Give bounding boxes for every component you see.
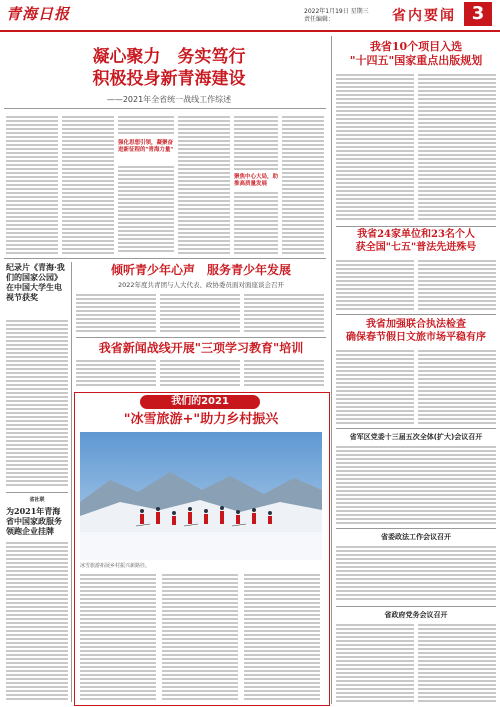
right-mid-headline-line2: 获全国"七五"普法先进殊号 <box>355 242 477 253</box>
news-body-col3 <box>244 358 324 388</box>
news-headline: 我省新闻战线开展"三项学习教育"培训 <box>98 341 304 355</box>
right-enforce-body-col2 <box>418 348 496 424</box>
main-right-rule <box>331 36 332 704</box>
right-top-headline-line2: "十四五"国家重点出版规划 <box>349 54 483 67</box>
lead-body-col3a <box>118 114 174 136</box>
youth-subhead: 2022年度共青团与人大代表、政协委员面对面座谈会召开 <box>117 281 285 289</box>
youth-divider <box>76 337 326 338</box>
winter-body-col3 <box>244 572 320 700</box>
left-headline-1: 纪录片《青海·我们的国家公园》在中国大学生电视节获奖 <box>6 262 65 302</box>
brief-1-body <box>336 444 496 524</box>
lead-body-col5b <box>234 190 278 254</box>
lead-body-col6 <box>282 114 324 254</box>
newspaper-logo: 青海日报 <box>6 5 71 23</box>
right-enforce-body-col1 <box>336 348 414 424</box>
lead-body-col2 <box>62 114 114 254</box>
brief-2-divider <box>336 606 496 607</box>
right-enforce-headline-line1: 我省加强联合执法检查 <box>366 319 466 330</box>
youth-body-col1 <box>76 292 156 332</box>
left-body-1 <box>6 318 68 488</box>
news-body-col1 <box>76 358 156 388</box>
right-top-headline-line1: 我省10个项目入选 <box>369 40 463 53</box>
snow-scene-image <box>80 432 322 560</box>
lead-body-col4 <box>178 114 230 254</box>
brief-3-body-col1 <box>336 622 414 702</box>
left-column-rule <box>71 262 72 702</box>
right-mid-body-col1 <box>336 258 414 310</box>
right-mid-body-col2 <box>418 258 496 310</box>
lead-bottom-divider <box>4 258 326 259</box>
lead-divider <box>4 108 326 109</box>
left-divider <box>6 492 68 493</box>
lead-subsection-1: 强化思想引领，凝聚奋进新征程的"青海力量" <box>118 140 174 153</box>
lead-body-col5a <box>234 114 278 172</box>
lead-headline-line1: 凝心聚力 务实笃行 <box>92 47 246 67</box>
winter-headline: "冰雪旅游+"助力乡村振兴 <box>123 412 279 427</box>
lead-body-col1 <box>6 114 58 254</box>
right-top-divider <box>336 226 496 227</box>
winter-body-col1 <box>80 572 156 700</box>
brief-3-title: 省政府党务会议召开 <box>384 611 448 619</box>
lead-subsection-2: 聚焦中心大局，助推高质量发展 <box>234 174 279 187</box>
section-title: 省内要闻 <box>392 8 456 24</box>
youth-headline: 倾听青少年心声 服务青少年发展 <box>110 263 291 277</box>
brief-2-title: 省委政法工作会议召开 <box>381 533 451 541</box>
dateline <box>304 8 369 24</box>
brief-1-divider <box>336 528 496 529</box>
right-enforce-divider <box>336 428 496 429</box>
news-body-col2 <box>160 358 240 388</box>
youth-body-col2 <box>160 292 240 332</box>
winter-body-col2 <box>162 572 238 700</box>
brief-2-body <box>336 544 496 602</box>
lead-headline-line2: 积极投身新青海建设 <box>92 69 246 89</box>
right-mid-headline-line1: 我省24家单位和23名个人 <box>357 229 475 240</box>
brief-1-title: 省军区党委十三届五次全体(扩大)会议召开 <box>349 433 483 441</box>
dateline-date: 2022年1月19日 星期三 <box>304 8 369 15</box>
right-top-body-col2 <box>418 72 496 222</box>
lead-subhead: ——2021年全省统一战线工作综述 <box>106 95 232 104</box>
right-top-body-col1 <box>336 72 414 222</box>
left-body-2 <box>6 540 68 700</box>
left-kicker: 省社联 <box>29 497 45 503</box>
brief-3-body-col2 <box>418 622 496 702</box>
dateline-editor: 责任编辑： <box>304 16 335 23</box>
right-mid-divider <box>336 314 496 315</box>
lead-body-col3b <box>118 164 174 254</box>
youth-body-col3 <box>244 292 324 332</box>
winter-photo <box>80 432 322 560</box>
page-number-badge: 3 <box>464 2 492 26</box>
right-enforce-headline-line2: 确保春节假日文旅市场平稳有序 <box>346 332 486 343</box>
winter-banner: 我们的2021 <box>140 395 260 409</box>
winter-photo-caption: 冰雪旅游拓展乡村振兴新路径。 <box>80 563 151 569</box>
left-headline-2: 为2021年青海省中国家政服务领跑企业挂牌 <box>6 506 62 536</box>
